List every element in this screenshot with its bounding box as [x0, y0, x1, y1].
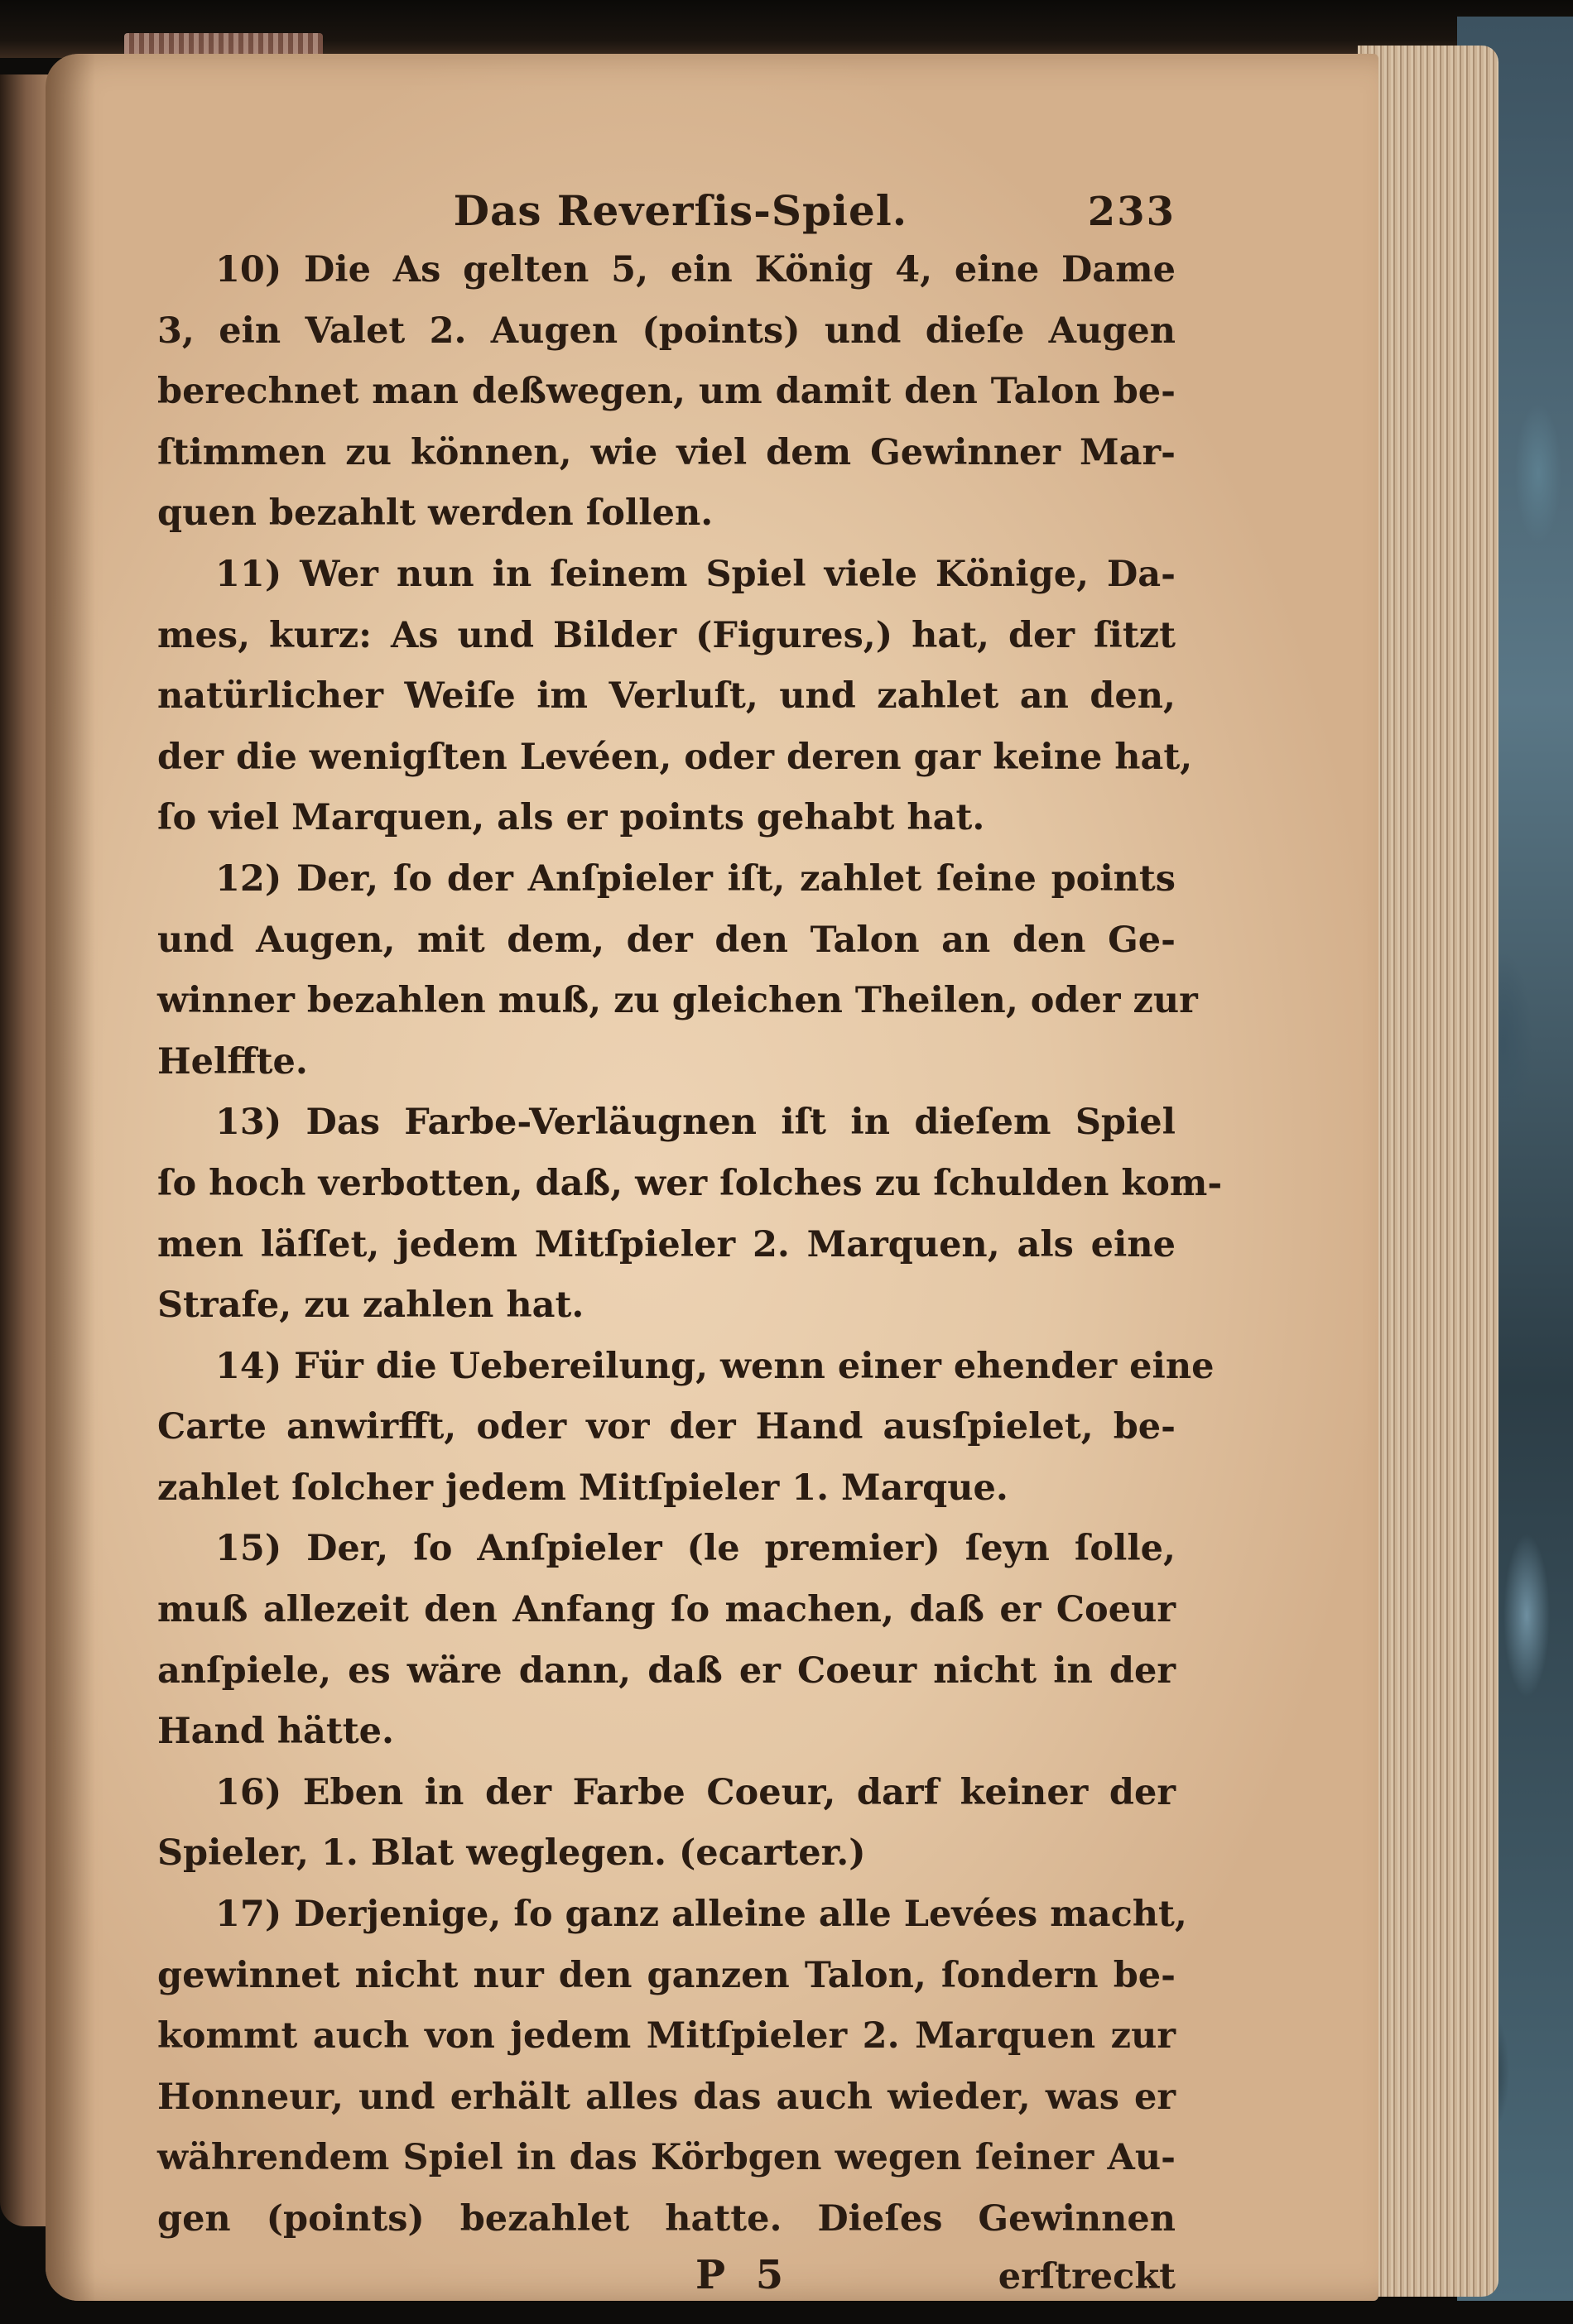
text-line: 15) Der, ſo Anſpieler (le premier) ſeyn ſolle,: [215, 1528, 1176, 1570]
catchword: erſtreckt: [998, 2255, 1176, 2298]
text-line: Honneur, und erhält alles das auch wieder, was er: [157, 2076, 1176, 2118]
text-line: 13) Das Farbe-Verläugnen iſt in dieſem Spiel: [215, 1102, 1176, 1144]
text-line: Hand hätte.: [157, 1711, 394, 1753]
running-head: Das Reverſis-Spiel.: [453, 186, 908, 235]
text-line: Spieler, 1. Blat weglegen. (ecarter.): [157, 1832, 866, 1875]
text-line: Carte anwirfft, oder vor der Hand ausſpielet, be-: [157, 1406, 1176, 1448]
gutter-shadow: [46, 54, 95, 2301]
text-line: 17) Derjenige, ſo ganz alleine alle Levées macht,: [215, 1894, 1187, 1936]
text-line: winner bezahlen muß, zu gleichen Theilen, oder zur: [157, 980, 1198, 1022]
text-line: ſo viel Marquen, als er points gehabt hat.: [157, 797, 985, 839]
text-line: ſtimmen zu können, wie viel dem Gewinner Mar-: [157, 431, 1176, 473]
text-line: Strafe, zu zahlen hat.: [157, 1284, 584, 1327]
text-line: ſo hoch verbotten, daß, wer ſolches zu ſchulden kom-: [157, 1162, 1223, 1204]
text-line: 11) Wer nun in ſeinem Spiel viele Könige, Da-: [215, 553, 1176, 595]
text-line: zahlet ſolcher jedem Mitſpieler 1. Marque.: [157, 1467, 1008, 1509]
text-line: 10) Die As gelten 5, ein König 4, eine Dame: [215, 249, 1176, 290]
text-line: und Augen, mit dem, der den Talon an den Ge-: [157, 919, 1176, 961]
text-line: mes, kurz: As und Bilder (Figures,) hat, der ſitzt: [157, 614, 1176, 656]
text-line: kommt auch von jedem Mitſpieler 2. Marquen zur: [157, 2015, 1176, 2058]
text-line: Helffte.: [157, 1040, 308, 1083]
text-line: anſpiele, es wäre dann, daß er Coeur nicht in der: [157, 1649, 1176, 1692]
text-line: men läſſet, jedem Mitſpieler 2. Marquen, als eine: [157, 1223, 1176, 1265]
signature-mark: P 5: [695, 2251, 792, 2298]
page-text: [157, 186, 1223, 2298]
text-line: 3, ein Valet 2. Augen (points) und dieſe Augen: [157, 310, 1176, 352]
text-line: 16) Eben in der Farbe Coeur, darf keiner der: [215, 1771, 1176, 1813]
page-edges: [1358, 46, 1498, 2297]
text-line: 12) Der, ſo der Anſpieler iſt, zahlet ſeine points: [215, 857, 1176, 900]
page-footer: [157, 2252, 1176, 2298]
text-line: der die wenigſten Levéen, oder deren gar keine hat,: [157, 736, 1193, 778]
text-line: 14) Für die Uebereilung, wenn einer ehender eine: [215, 1345, 1215, 1387]
text-line: gen (points) bezahlet hatte. Dieſes Gewinnen: [157, 2198, 1176, 2240]
text-line: gewinnet nicht nur den ganzen Talon, ſondern be-: [157, 1954, 1176, 1996]
text-line: muß allezeit den Anfang ſo machen, daß er Coeur: [157, 1589, 1176, 1631]
text-line: währendem Spiel in das Körbgen wegen ſeiner Au-: [157, 2137, 1176, 2179]
page-number: 233: [1087, 189, 1176, 235]
text-line: natürlicher Weiſe im Verluſt, und zahlet an den,: [157, 675, 1176, 718]
text-line: quen bezahlt werden ſollen.: [157, 492, 714, 535]
page-header: [157, 186, 1176, 235]
text-line: berechnet man deßwegen, um damit den Talon be-: [157, 371, 1176, 413]
